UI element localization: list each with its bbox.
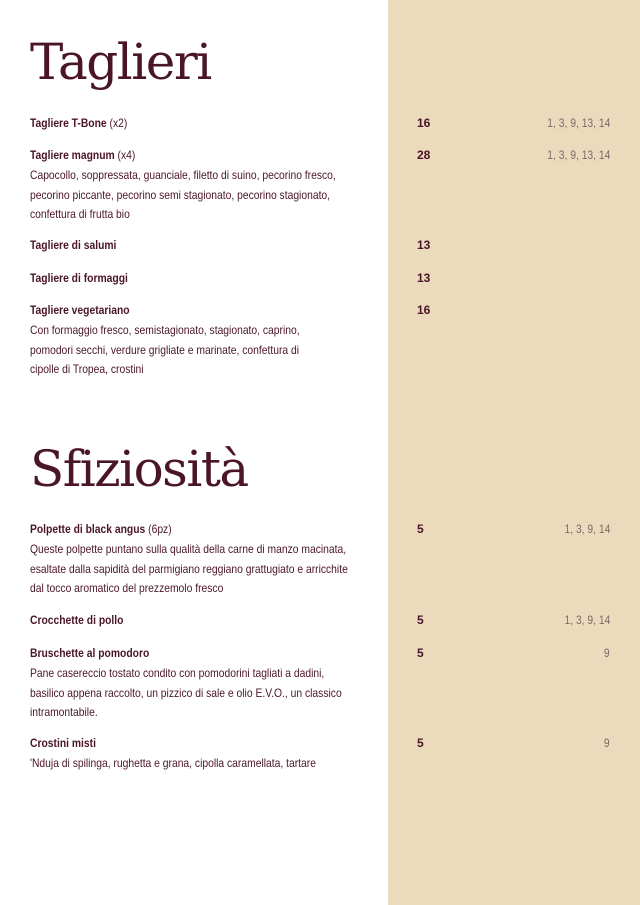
- item-allergens: 9: [604, 736, 610, 750]
- item-name: Tagliere magnum (x4): [30, 148, 136, 162]
- item-allergens: 1, 3, 9, 13, 14: [546, 116, 610, 130]
- menu-item-tagliere-vegetariano: [30, 302, 610, 380]
- section-title-sfiziosita: Sfiziosità: [30, 440, 248, 498]
- item-description: Capocollo, soppressata, guanciale, filetto di suino, pecorino fresco, pecorino piccante, pecorino semi stagionato, pecorino stagionato, confettura di frutta bio: [30, 168, 336, 221]
- item-allergens: 1, 3, 9, 14: [564, 613, 610, 627]
- menu-item-polpette-di-black-angus: [30, 521, 610, 599]
- item-price: 13: [417, 238, 431, 252]
- item-price: 28: [417, 148, 431, 162]
- menu-item-crocchette-di-pollo: [30, 612, 610, 628]
- item-price: 13: [417, 271, 431, 285]
- item-name: Tagliere T-Bone (x2): [30, 116, 128, 130]
- item-allergens: 1, 3, 9, 14: [564, 522, 610, 536]
- menu-item-tagliere-magnum: [30, 147, 610, 225]
- item-allergens: 9: [604, 646, 610, 660]
- item-name: Tagliere di salumi: [30, 238, 117, 252]
- menu-item-crostini-misti: [30, 735, 610, 774]
- menu-item-bruschette-al-pomodoro: [30, 645, 610, 723]
- menu-item-tagliere-di-formaggi: [30, 270, 610, 286]
- item-price: 5: [417, 613, 424, 627]
- item-description: Con formaggio fresco, semistagionato, stagionato, caprino, pomodori secchi, verdure grigliate e marinate, confettura di cipolle di Tropea, crostini: [30, 323, 300, 376]
- item-price: 5: [417, 736, 424, 750]
- item-price: 16: [417, 303, 431, 317]
- item-price: 5: [417, 646, 424, 660]
- menu-item-tagliere-t-bone: [30, 115, 610, 131]
- item-name: Crocchette di pollo: [30, 613, 124, 627]
- item-name: Tagliere vegetariano: [30, 303, 130, 317]
- item-allergens: 1, 3, 9, 13, 14: [546, 148, 610, 162]
- item-price: 5: [417, 522, 424, 536]
- item-price: 16: [417, 116, 431, 130]
- item-name: Bruschette al pomodoro: [30, 646, 150, 660]
- item-description: Pane casereccio tostato condito con pomodorini tagliati a dadini, basilico appena raccolto, un pizzico di sale e olio E.V.O., un classico intramontabile.: [30, 666, 342, 719]
- item-name: Crostini misti: [30, 736, 96, 750]
- item-name: Polpette di black angus (6pz): [30, 522, 172, 536]
- section-title-taglieri: Taglieri: [30, 33, 211, 91]
- item-description: Queste polpette puntano sulla qualità della carne di manzo macinata, esaltate dalla sapidità del parmigiano reggiano grattugiato e arricchite dal tocco aromatico del prezzemolo fresco: [30, 542, 348, 595]
- menu-item-tagliere-di-salumi: [30, 237, 610, 253]
- item-name: Tagliere di formaggi: [30, 271, 128, 285]
- item-description: 'Nduja di spilinga, rughetta e grana, cipolla caramellata, tartare: [30, 756, 316, 770]
